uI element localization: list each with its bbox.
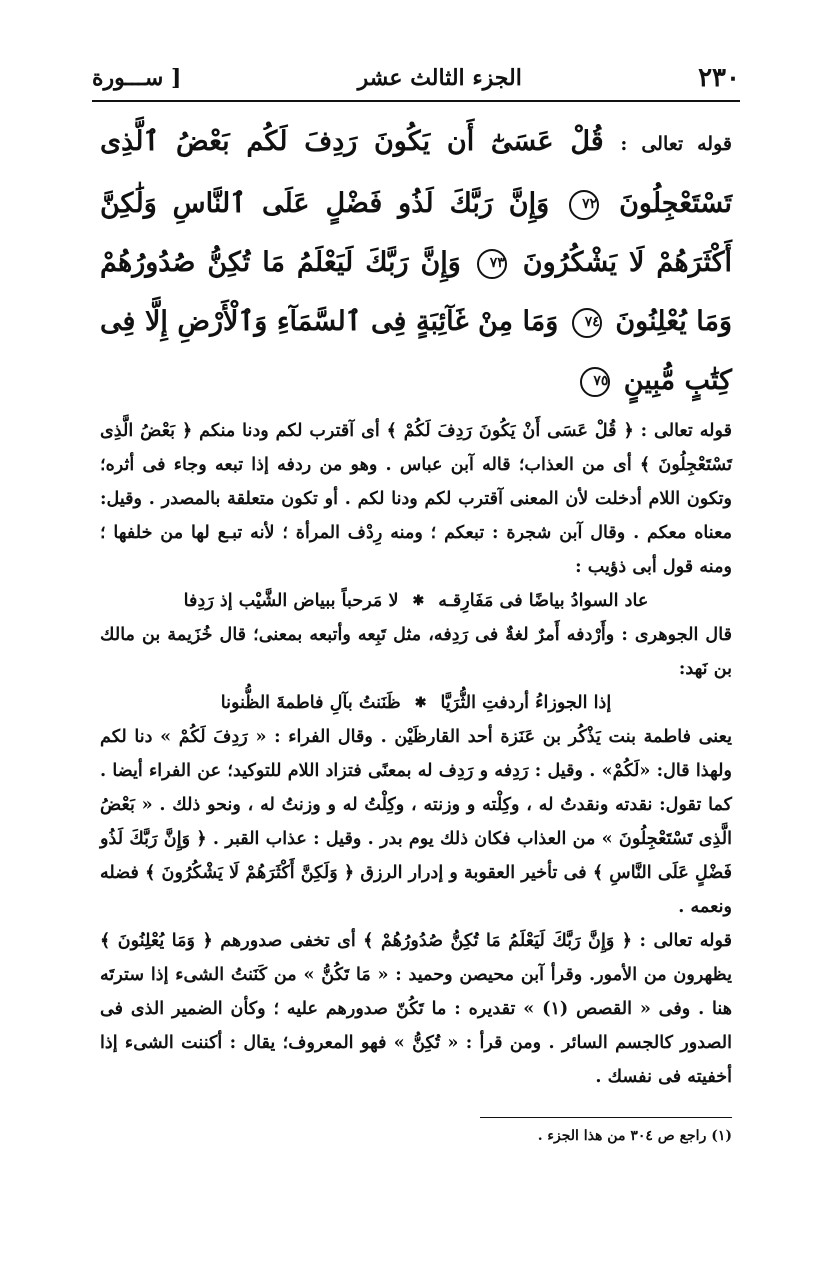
surah-label: [ ســـورة <box>92 65 182 91</box>
ayah-number-marker: ٧٤ <box>572 308 602 338</box>
quran-text-1: قُلْ عَسَىٰٓ أَن يَكُونَ رَدِفَ لَكُم بَعْضُ ٱلَّذِى <box>100 126 604 157</box>
quran-intro: قوله تعالى : <box>620 133 732 155</box>
footnote-rule <box>480 1117 732 1118</box>
commentary-paragraph: قال الجوهرى : وأَرْدفه أَمرٌ لغةٌ فى رَدِفه، مثل تَبِعه وأتبعه بمعنى؛ قال خُزَيمة بن مالك بن نَهد: <box>100 624 732 679</box>
verse-separator-icon: ✱ <box>412 593 425 609</box>
ayah-number-marker: ٧٢ <box>569 190 599 220</box>
verse-hemistich: ظَنَنتُ بآلِ فاطمةَ الظُّنونا <box>220 692 401 713</box>
commentary-paragraph: قوله تعالى : ﴿ وَإِنَّ رَبَّكَ لَيَعْلَمُ مَا تُكِنُّ صُدُورُهُمْ ﴾ أى تخفى صدورهم ﴿ وَمَا يُعْلِنُونَ ﴾ يظهرون من الأمور. وقرأ آبن محيصن وحميد : « مَا تَكُنُّ » من كَنَنتُ الشىء إذا سترتَه هنا . وفى « القصص (١) » تقديره : ما تَكُنّ صدورهم عليه ؛ وكأن الضمير الذى فى الصدور كالجسم السائر . ومن قرأ : « تُكِنُّ » فهو المعروف؛ يقال : أكننت الشىء إذا أخفيته فى نفسك . <box>100 930 732 1087</box>
header-rule <box>92 100 740 102</box>
ayah-number-marker: ٧٥ <box>580 367 610 397</box>
commentary-paragraph: يعنى فاطمة بنت يَذْكُر بن عَنَزة أحد القارظَيْن . وقال الفراء : « رَدِفَ لَكُمْ » دنا لكم ولهذا قال: «لَكُمْ» . وقيل : رَدِفه و رَدِف له بمعنًى فتزاد اللام للتوكيد؛ عن الفراء أيضا . كما تقول: نقدته ونقدتُ له ، وكِلْته و وزنته ، وكِلْتُ له و وزنتُ له ، ونحو ذلك . « بَعْضُ الَّذِى تَسْتَعْجِلُونَ » من العذاب فكان ذلك يوم بدر . وقيل : عذاب القبر . ﴿ وَإِنَّ رَبَّكَ لَذُو فَضْلٍ عَلَى النَّاسِ ﴾ فى تأخير العقوبة و إدرار الرزق ﴿ وَلَكِنَّ أَكْثَرَهُمْ لَا يَشْكُرُونَ ﴾ فضله ونعمه . <box>100 726 732 917</box>
verse-hemistich: إذا الجوزاءُ أردفتِ الثُّرَيَّا <box>440 692 612 713</box>
quran-text-4: لَا يَشْكُرُونَ <box>522 247 645 278</box>
quran-text-2: تَسْتَعْجِلُونَ <box>619 188 733 219</box>
commentary-paragraph: قوله تعالى : ﴿ قُلْ عَسَى أَنْ يَكُونَ رَدِفَ لَكُمْ ﴾ أى آقترب لكم ودنا منكم ﴿ بَعْضُ الَّذِى تَسْتَعْجِلُونَ ﴾ أى من العذاب؛ قاله آبن عباس . وهو من ردفه إذا تبعه وجاء فى أثره؛ وتكون اللام أدخلت لأن المعنى آقترب لكم ودنا لكم . أو تكون متعلقة بالمصدر . وقيل: معناه معكم . وقال آبن شجرة : تبعكم ؛ ومنه رِدْف المرأة ؛ لأنه تبـع لها من خلفها ؛ ومنه قول أبى ذؤيب : <box>100 420 732 577</box>
page-header <box>92 58 740 98</box>
quran-text-5: وَإِنَّ رَبَّكَ لَيَعْلَمُ مَا تُكِنُّ صُدُورُهُمْ وَمَا يُعْلِنُونَ <box>100 247 732 337</box>
poetry-verse <box>100 584 732 618</box>
quran-block <box>100 112 732 410</box>
ayah-number-marker: ٧٣ <box>477 249 507 279</box>
verse-separator-icon: ✱ <box>414 695 427 711</box>
verse-hemistich: عاد السوادُ بياضًا فى مَفَارِقـه <box>438 590 649 611</box>
verse-hemistich: لا مَرحباً ببياض الشَّيْب إذ رَدِفا <box>183 590 399 611</box>
footnote: (١) راجع ص ٣٠٤ من هذا الجزء . <box>537 1128 732 1144</box>
quran-text-6: وَمَا مِنْ غَآئِبَةٍ فِى ٱلسَّمَآءِ وَٱلْأَرْضِ إِلَّا فِى كِتَٰبٍ مُّبِينٍ <box>100 306 732 396</box>
part-title: الجزء الثالث عشر <box>357 65 522 91</box>
quran-text-3: وَإِنَّ رَبَّكَ لَذُو فَضْلٍ عَلَى ٱلنَّاسِ وَلَٰكِنَّ أَكْثَرَهُمْ <box>100 188 732 278</box>
commentary <box>100 414 732 1094</box>
poetry-verse <box>100 686 732 720</box>
page-body <box>100 112 732 1094</box>
page-number: ٢٣٠ <box>698 63 740 93</box>
